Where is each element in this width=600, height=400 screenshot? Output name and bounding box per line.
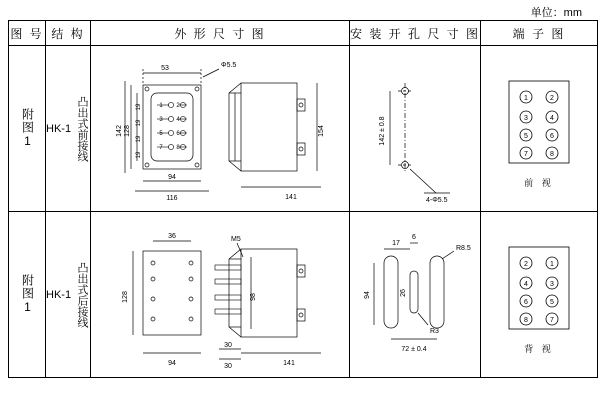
- dim-left-19-c: 19: [136, 135, 142, 142]
- structure-content-2: [46, 262, 90, 328]
- cell-structure-1: [46, 46, 91, 212]
- dim-mount-r3: R3: [430, 327, 439, 335]
- dim-left-128-2: 128: [122, 290, 129, 303]
- dim-hole-dia-1: Φ5.5: [221, 61, 237, 69]
- dim-mount-17: 17: [392, 239, 400, 247]
- terminal-num-2-1: 2: [524, 260, 528, 268]
- table-body: [9, 46, 598, 378]
- table-header: [9, 21, 598, 46]
- structure-text-2: 凸出式后接线: [76, 261, 89, 328]
- terminal-num-2-8: 7: [550, 316, 554, 324]
- terminal-drawing-2: [481, 221, 597, 369]
- header-mounting: 安 装 开 孔 尺 寸 图: [350, 21, 481, 46]
- dim-mount-hole-1: 4-Φ5.5: [426, 196, 448, 204]
- terminal-num-2-4: 3: [550, 280, 554, 288]
- fig-label-1: 附图1: [20, 108, 35, 149]
- cell-mounting-1: [350, 46, 481, 212]
- dim-bottom-94: 94: [168, 173, 176, 181]
- dim-inner-98: 98: [250, 292, 257, 301]
- dim-right-height-1: 154: [318, 124, 325, 137]
- cell-outline-2: [91, 212, 350, 378]
- dim-bottom-116: 116: [166, 194, 178, 202]
- cell-fig-no-1: [9, 46, 46, 212]
- header-outline: 外 形 尺 寸 图: [91, 21, 350, 46]
- terminal-num-8: 8: [550, 150, 554, 158]
- terminal-num-6: 6: [550, 132, 554, 140]
- pin-7: 7: [159, 144, 163, 151]
- structure-text-1: 凸出式前接线: [76, 95, 89, 162]
- dim-left-19-d: 19: [136, 151, 142, 158]
- dim-top-width-1: 53: [161, 64, 169, 72]
- table-row: [9, 212, 598, 378]
- dimension-table: [8, 20, 598, 378]
- dim-mount-6: 6: [412, 233, 416, 241]
- terminal-num-7: 7: [524, 150, 528, 158]
- terminal-num-2-5: 6: [524, 298, 528, 306]
- cell-terminal-1: [481, 46, 598, 212]
- cell-mounting-2: [350, 212, 481, 378]
- fig-label-2: 附图1: [20, 274, 35, 315]
- terminal-num-1: 1: [524, 94, 528, 102]
- terminal-num-2-3: 4: [524, 280, 528, 288]
- terminal-caption-1: 前 视: [524, 177, 554, 188]
- terminal-num-4: 4: [550, 114, 554, 122]
- cell-structure-2: [46, 212, 91, 378]
- pin-1: 1: [159, 102, 163, 109]
- dim-mount-vertical-1: 142 ± 0.8: [379, 115, 386, 146]
- pin-5: 5: [159, 130, 163, 137]
- terminal-num-5: 5: [524, 132, 528, 140]
- structure-content-1: [46, 96, 90, 162]
- cell-fig-no-2: [9, 212, 46, 378]
- dim-top-36: 36: [168, 232, 176, 240]
- dim-mount-72: 72 ± 0.4: [401, 345, 427, 353]
- dim-screw-m5: M5: [231, 235, 241, 243]
- dim-mount-26: 26: [400, 288, 407, 297]
- dim-mount-r85: R8.5: [456, 244, 471, 252]
- header-structure: 结 构: [46, 21, 91, 46]
- pin-6: 6: [176, 130, 180, 137]
- terminal-caption-2: 背 视: [524, 343, 554, 354]
- model-code-2: HK-1: [46, 288, 72, 301]
- pin-4: 4: [176, 116, 180, 123]
- dim-small-30a: 30: [224, 341, 232, 349]
- table-row: [9, 46, 598, 212]
- dim-small-30b: 30: [224, 362, 232, 370]
- pin-3: 3: [159, 116, 163, 123]
- outline-drawing-2: [91, 213, 349, 377]
- dim-left-19-b: 19: [136, 119, 142, 126]
- pin-8: 8: [176, 144, 180, 151]
- dim-left-19-a: 19: [136, 103, 142, 110]
- terminal-drawing-1: [481, 55, 597, 203]
- outline-drawing-1: [91, 47, 349, 211]
- model-code-1: HK-1: [46, 122, 72, 135]
- table-header-row: [9, 21, 598, 46]
- terminal-num-2: 2: [550, 94, 554, 102]
- terminal-num-2-6: 5: [550, 298, 554, 306]
- dim-left-128: 128: [124, 124, 131, 137]
- terminal-num-3: 3: [524, 114, 528, 122]
- dim-left-142: 142: [116, 124, 123, 137]
- mounting-drawing-2: [350, 213, 480, 377]
- mounting-drawing-1: [350, 47, 480, 211]
- dim-depth-2: 141: [283, 359, 295, 367]
- unit-note: 单位：mm: [530, 7, 582, 19]
- cell-outline-1: [91, 46, 350, 212]
- terminal-num-2-7: 8: [524, 316, 528, 324]
- header-terminal: 端 子 图: [481, 21, 598, 46]
- dim-mount-94: 94: [364, 290, 371, 299]
- dim-bottom-94-2: 94: [168, 359, 176, 367]
- cell-terminal-2: [481, 212, 598, 378]
- header-fig-no: 图 号: [9, 21, 46, 46]
- pin-2: 2: [176, 102, 180, 109]
- terminal-num-2-2: 1: [550, 260, 554, 268]
- dim-depth-1: 141: [285, 193, 297, 201]
